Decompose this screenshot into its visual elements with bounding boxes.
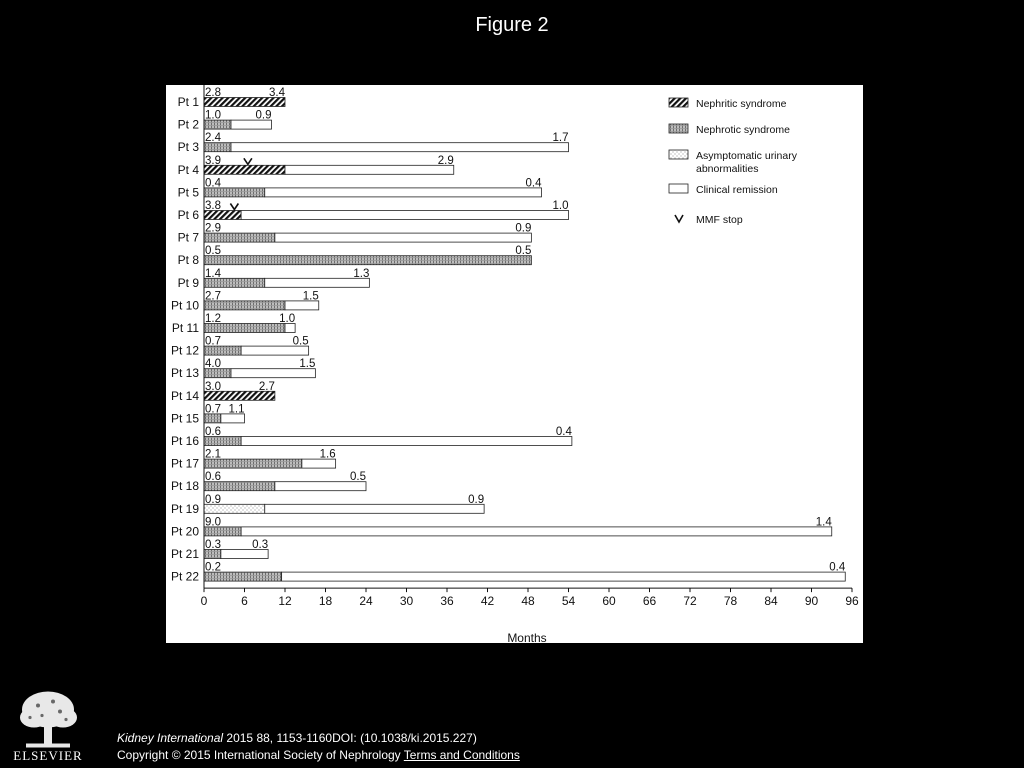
legend-swatch-mmf-stop xyxy=(675,215,683,222)
x-axis-title: Months xyxy=(507,631,547,643)
x-tick-label-72: 72 xyxy=(683,594,697,609)
legend-label-asymptomatic: Asymptomatic urinary abnormalities xyxy=(696,150,797,175)
x-tick-label-96: 96 xyxy=(845,594,859,609)
figure-title: Figure 2 xyxy=(475,14,549,36)
y-label-pt-8: Pt 8 xyxy=(177,253,199,268)
data-label-pt-18-end: 0.5 xyxy=(350,471,366,484)
legend-label-nephrotic: Nephrotic syndrome xyxy=(696,124,790,136)
data-label-pt-21-end: 0.3 xyxy=(252,539,269,551)
x-tick-label-84: 84 xyxy=(764,594,778,609)
data-label-pt-9-start: 1.4 xyxy=(205,267,221,280)
bar-pt-8-seg-1-nephrotic xyxy=(204,256,531,265)
legend xyxy=(669,98,798,226)
legend-label-remission: Clinical remission xyxy=(696,184,778,196)
y-label-pt-2: Pt 2 xyxy=(177,117,199,132)
data-label-pt-19-end: 0.9 xyxy=(468,493,485,506)
citation xyxy=(117,731,477,745)
y-label-pt-10: Pt 10 xyxy=(170,298,199,313)
data-label-pt-15-end: 1.1 xyxy=(228,403,245,416)
data-label-pt-3-start: 2.4 xyxy=(205,132,221,145)
legend-swatch-remission xyxy=(669,184,688,193)
copyright-text: Copyright © 2015 International Society of Nephrology xyxy=(117,748,404,762)
y-label-pt-16: Pt 16 xyxy=(170,434,199,448)
bar-pt-7-seg-2-remission xyxy=(275,233,532,242)
bar-pt-4-seg-2-remission xyxy=(285,165,454,174)
data-label-pt-13-end: 1.5 xyxy=(299,358,316,371)
y-label-pt-17: Pt 17 xyxy=(170,456,199,471)
x-tick-label-36: 36 xyxy=(440,594,454,609)
data-label-pt-10-end: 1.5 xyxy=(302,290,319,303)
x-tick-label-24: 24 xyxy=(359,594,373,609)
y-axis-labels xyxy=(171,95,199,584)
bar-pt-5-seg-2-remission xyxy=(265,188,542,197)
mmf-stop-marker-pt-6 xyxy=(230,204,238,210)
data-label-pt-22-end: 0.4 xyxy=(829,561,846,574)
data-label-pt-2-start: 1.0 xyxy=(205,109,221,122)
bar-pt-19-seg-2-remission xyxy=(265,504,484,513)
chart-svg xyxy=(166,85,863,643)
data-label-pt-7-end: 0.9 xyxy=(515,222,532,235)
data-label-pt-16-start: 0.6 xyxy=(205,426,221,438)
legend-swatch-asymptomatic xyxy=(669,150,688,159)
bar-pt-6-seg-2-remission xyxy=(241,211,568,220)
data-label-pt-15-start: 0.7 xyxy=(205,403,221,416)
chart-panel xyxy=(166,85,863,643)
data-label-pt-16-end: 0.4 xyxy=(555,426,572,438)
bar-pt-20-seg-2-remission xyxy=(241,527,832,536)
x-tick-label-42: 42 xyxy=(480,594,495,609)
y-label-pt-3: Pt 3 xyxy=(177,140,199,155)
data-label-pt-4-end: 2.9 xyxy=(437,154,454,167)
y-label-pt-18: Pt 18 xyxy=(170,479,199,494)
y-label-pt-6: Pt 6 xyxy=(177,208,199,222)
bar-pt-22-seg-2-remission xyxy=(282,572,846,581)
logo-text: ELSEVIER xyxy=(13,748,83,763)
y-label-pt-11: Pt 11 xyxy=(171,321,199,335)
legend-label-mmf: MMF stop xyxy=(696,214,743,226)
mmf-stop-marker-pt-4 xyxy=(244,158,252,164)
data-label-pt-8-end: 0.5 xyxy=(515,245,532,258)
data-label-pt-9-end: 1.3 xyxy=(353,267,370,280)
y-label-pt-4: Pt 4 xyxy=(177,162,199,177)
data-label-pt-13-start: 4.0 xyxy=(205,358,221,371)
x-tick-label-30: 30 xyxy=(399,594,414,609)
x-tick-label-6: 6 xyxy=(241,594,248,609)
x-tick-label-60: 60 xyxy=(602,594,616,609)
data-label-pt-8-start: 0.5 xyxy=(205,245,221,258)
x-tick-label-12: 12 xyxy=(278,594,292,609)
data-label-pt-19-start: 0.9 xyxy=(205,493,221,506)
y-label-pt-19: Pt 19 xyxy=(170,501,199,516)
y-label-pt-1: Pt 1 xyxy=(177,95,199,109)
y-label-pt-15: Pt 15 xyxy=(170,411,199,426)
data-label-pt-3-end: 1.7 xyxy=(552,132,569,145)
data-label-pt-14-end: 2.7 xyxy=(258,380,275,393)
x-tick-label-48: 48 xyxy=(521,594,535,609)
data-label-pt-12-start: 0.7 xyxy=(205,335,221,348)
y-label-pt-9: Pt 9 xyxy=(177,275,199,290)
y-label-pt-20: Pt 20 xyxy=(170,524,199,539)
y-label-pt-13: Pt 13 xyxy=(170,366,199,381)
data-label-pt-20-start: 9.0 xyxy=(205,516,221,529)
x-tick-label-66: 66 xyxy=(642,594,657,609)
data-label-pt-22-start: 0.2 xyxy=(205,561,221,574)
y-label-pt-14: Pt 14 xyxy=(170,388,199,403)
legend-swatch-nephritic xyxy=(669,98,688,107)
data-label-pt-18-start: 0.6 xyxy=(205,471,221,484)
data-label-pt-12-end: 0.5 xyxy=(292,335,309,348)
copyright xyxy=(117,748,520,762)
x-tick-label-90: 90 xyxy=(804,594,819,609)
data-label-pt-5-start: 0.4 xyxy=(205,177,221,190)
data-label-pt-5-end: 0.4 xyxy=(525,177,542,190)
x-tick-label-54: 54 xyxy=(561,594,576,609)
data-label-pt-11-end: 1.0 xyxy=(279,313,296,325)
legend-label-nephritic: Nephritic syndrome xyxy=(696,98,787,110)
legend-swatch-nephrotic xyxy=(669,124,688,133)
x-tick-label-18: 18 xyxy=(318,594,333,609)
bar-pt-16-seg-2-remission xyxy=(241,437,572,446)
y-label-pt-7: Pt 7 xyxy=(177,230,199,245)
data-label-pt-21-start: 0.3 xyxy=(205,539,221,551)
y-label-pt-5: Pt 5 xyxy=(177,185,199,200)
bar-pt-3-seg-2-remission xyxy=(231,143,569,152)
y-label-pt-12: Pt 12 xyxy=(170,343,199,358)
data-label-pt-2-end: 0.9 xyxy=(255,109,272,122)
data-label-pt-17-end: 1.6 xyxy=(319,448,336,461)
data-label-pt-6-end: 1.0 xyxy=(552,200,569,212)
y-label-pt-21: Pt 21 xyxy=(170,547,199,561)
citation-details: 2015 88, 1153-1160DOI: (10.1038/ki.2015.227) xyxy=(223,731,477,745)
data-label-pt-20-end: 1.4 xyxy=(815,516,832,529)
data-label-pt-7-start: 2.9 xyxy=(205,222,221,235)
data-label-pt-4-start: 3.9 xyxy=(205,154,221,167)
x-tick-label-0: 0 xyxy=(200,594,208,609)
data-label-pt-1-end: 3.4 xyxy=(269,87,285,99)
data-label-pt-10-start: 2.7 xyxy=(205,290,221,303)
data-label-pt-6-start: 3.8 xyxy=(205,200,221,212)
terms-and-conditions-link[interactable]: Terms and Conditions xyxy=(403,748,520,762)
data-label-pt-11-start: 1.2 xyxy=(205,313,221,325)
data-label-pt-14-start: 3.0 xyxy=(205,380,221,393)
data-label-pt-1-start: 2.8 xyxy=(205,87,221,99)
y-label-pt-22: Pt 22 xyxy=(170,569,199,584)
data-label-pt-17-start: 2.1 xyxy=(205,448,221,461)
citation-journal: Kidney International xyxy=(117,731,224,745)
x-tick-label-78: 78 xyxy=(723,594,738,609)
